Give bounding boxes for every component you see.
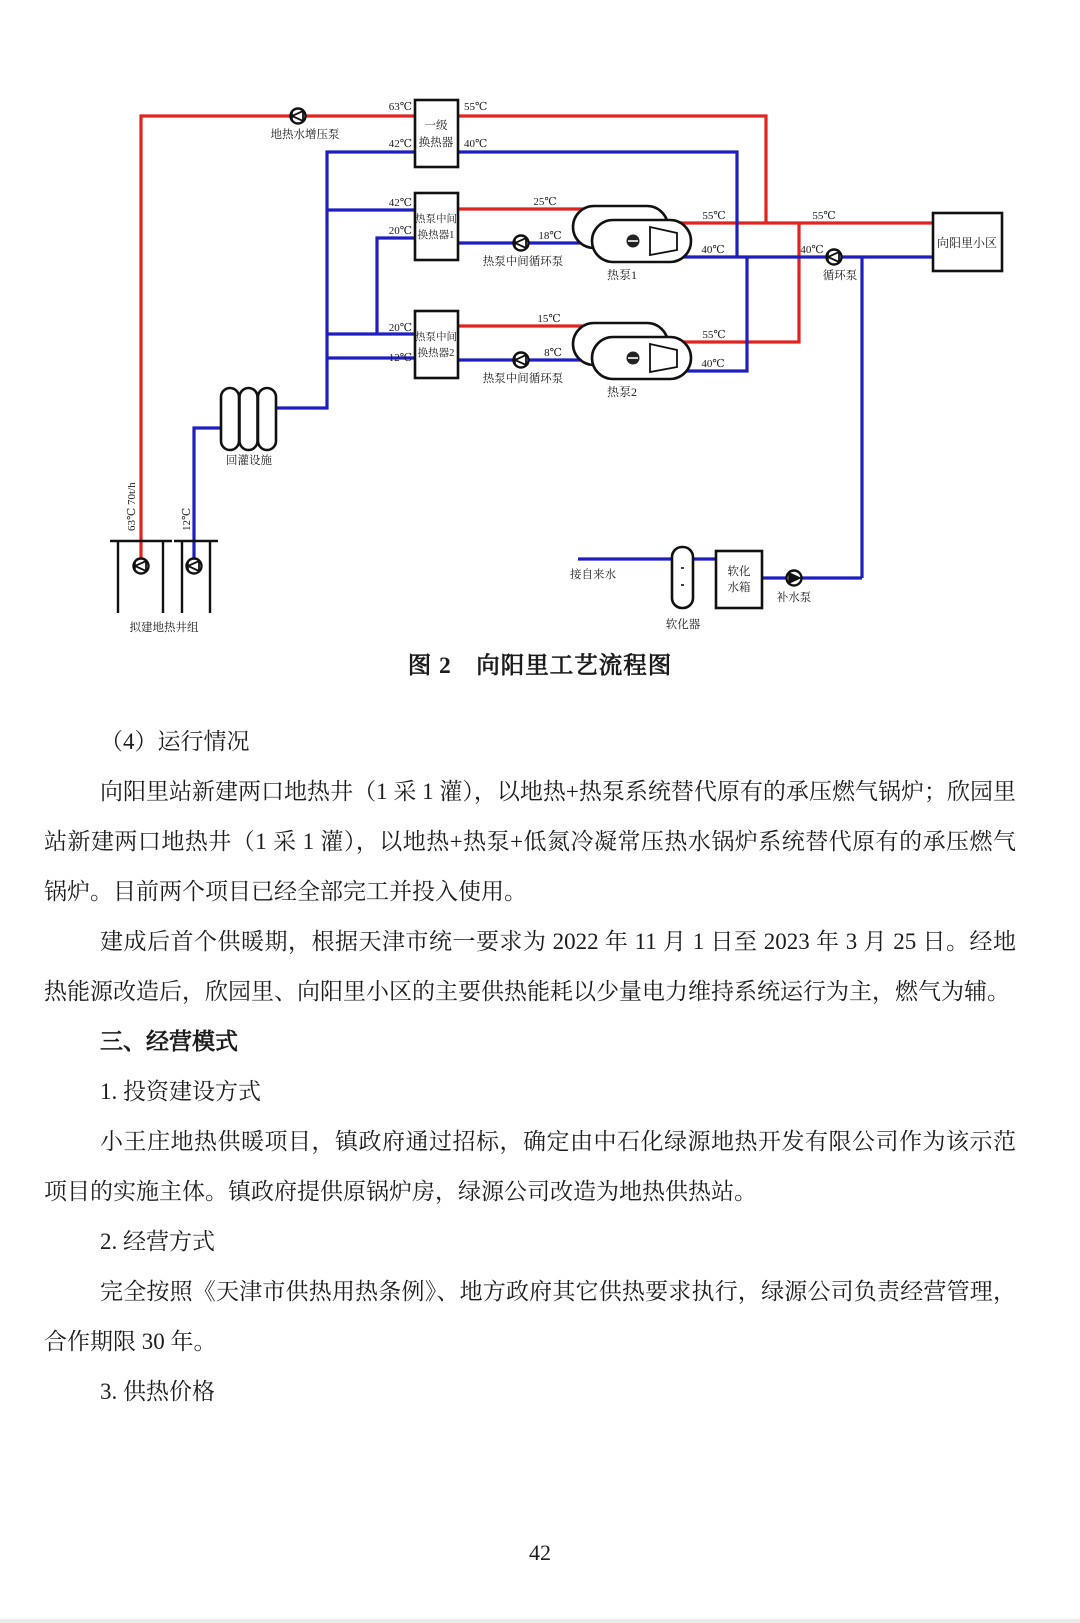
temp-40-hp1: 40℃: [701, 244, 725, 256]
temp-55-hp2: 55℃: [702, 329, 726, 341]
soft-tank-label-1: 软化: [727, 566, 751, 578]
mid-circulation-pump-1-icon: [514, 236, 529, 251]
circ-pump-label: 循环泵: [822, 270, 858, 282]
reinjection-facility: [221, 388, 276, 450]
heat-pump-2: [573, 323, 691, 379]
mid-hx2-label-2: 换热器2: [417, 348, 455, 359]
reinjection-well-pump-icon: [187, 559, 202, 574]
circulation-pump-icon: [827, 250, 842, 265]
mid-circ-pump-2-label: 热泵中间循环泵: [482, 373, 564, 385]
mid-hx1-label-2: 换热器1: [417, 230, 455, 241]
temp-55-hp1: 55℃: [702, 210, 726, 222]
heat-pump-2-label: 热泵2: [606, 385, 638, 399]
hot-water-pipes: [141, 116, 933, 560]
document-body: [0, 717, 1080, 1417]
mid-heat-exchanger-2: [415, 311, 458, 378]
soft-water-tank: [716, 551, 762, 608]
softener-vessel: [672, 547, 693, 608]
temp-15: 15℃: [537, 313, 561, 325]
heat-pump-1-label: 热泵1: [606, 268, 638, 282]
makeup-pump-label: 补水泵: [776, 592, 812, 604]
heading-business-model: 三、经营模式: [100, 1029, 238, 1054]
tap-water-label: 接自来水: [570, 569, 616, 581]
heading-heating-price: 3. 供热价格: [100, 1379, 215, 1404]
temp-55-header: 55℃: [812, 210, 836, 222]
figure-caption: 图 2 向阳里工艺流程图: [407, 653, 673, 679]
primary-hx-label-1: 一级: [424, 120, 448, 132]
reinject-temp-label: 12℃: [181, 507, 193, 531]
booster-pump-icon: [291, 109, 306, 124]
paragraph-operation-2: 建成后首个供暖期，根据天津市统一要求为 2022 年 11 月 1 日至 2023 年 3 月 25 日。经地热能源改造后，欣园里、向阳里小区的主要供热能耗以少量电力维持系统运行为主，燃气为辅。: [44, 929, 1016, 1004]
paragraph-investment: 小王庄地热供暖项目，镇政府通过招标，确定由中石化绿源地热开发有限公司作为该示范项目的实施主体。镇政府提供原锅炉房，绿源公司改造为地热供热站。: [44, 1129, 1016, 1204]
soft-tank-label-2: 水箱: [727, 582, 751, 594]
process-flow-diagram: [0, 0, 1080, 660]
heading-operation-mode: 2. 经营方式: [100, 1229, 215, 1254]
temp-55: 55℃: [464, 101, 488, 113]
paragraph-operation-1: 向阳里站新建两口地热井（1 采 1 灌），以地热+热泵系统替代原有的承压燃气锅炉；欣园里站新建两口地热井（1 采 1 灌），以地热+热泵+低氮冷凝常压热水锅炉系统替代原有的承压燃气锅炉。目前两个项目已经全部完工并投入使用。: [44, 779, 1016, 904]
community-label: 向阳里小区: [936, 236, 998, 250]
well-flow-label: 63℃ 70t/h: [126, 482, 138, 531]
page-number: 42: [529, 1540, 551, 1565]
temp-40-header: 40℃: [800, 244, 824, 256]
mid-heat-exchanger-1: [415, 193, 458, 260]
page-bottom-edge: [0, 1619, 1080, 1623]
evaporator-icon: [650, 227, 677, 255]
reinjection-well: [174, 541, 218, 613]
temp-8: 8℃: [544, 347, 562, 359]
temp-40-hp2: 40℃: [701, 358, 725, 370]
mid-circulation-pump-2-icon: [514, 353, 529, 368]
reinjection-label: 回灌设施: [226, 455, 272, 467]
temp-20-hx1: 20℃: [388, 225, 412, 237]
primary-heat-exchanger: [415, 100, 458, 167]
temp-63: 63℃: [388, 101, 412, 113]
temp-42-hx1: 42℃: [388, 197, 412, 209]
heat-pump-1: [573, 206, 691, 262]
softener-label: 软化器: [665, 619, 701, 631]
heading-investment-mode: 1. 投资建设方式: [100, 1079, 261, 1104]
production-well-pump-icon: [134, 559, 149, 574]
mid-hx2-label-1: 热泵中间: [415, 332, 457, 343]
equipment-labels: [130, 119, 998, 634]
evaporator-icon: [650, 344, 677, 372]
primary-hx-label-2: 换热器: [418, 137, 454, 149]
paragraph-operation-mode: 完全按照《天津市供热用热条例》、地方政府其它供热要求执行，绿源公司负责经营管理，合作期限 30 年。: [44, 1279, 1016, 1354]
mid-hx1-label-1: 热泵中间: [415, 214, 457, 225]
temp-25: 25℃: [533, 196, 557, 208]
wells-label: 拟建地热井组: [129, 622, 199, 634]
temp-42: 42℃: [388, 138, 412, 150]
temp-20-hx2: 20℃: [388, 322, 412, 334]
makeup-pump-icon: [787, 571, 802, 586]
mid-circ-pump-1-label: 热泵中间循环泵: [482, 256, 564, 268]
booster-pump-label: 地热水增压泵: [270, 129, 340, 141]
temp-12-hx2: 12℃: [388, 352, 412, 364]
temp-18: 18℃: [538, 230, 562, 242]
temp-40: 40℃: [464, 138, 488, 150]
heading-operation-status: （4）运行情况: [100, 729, 250, 754]
